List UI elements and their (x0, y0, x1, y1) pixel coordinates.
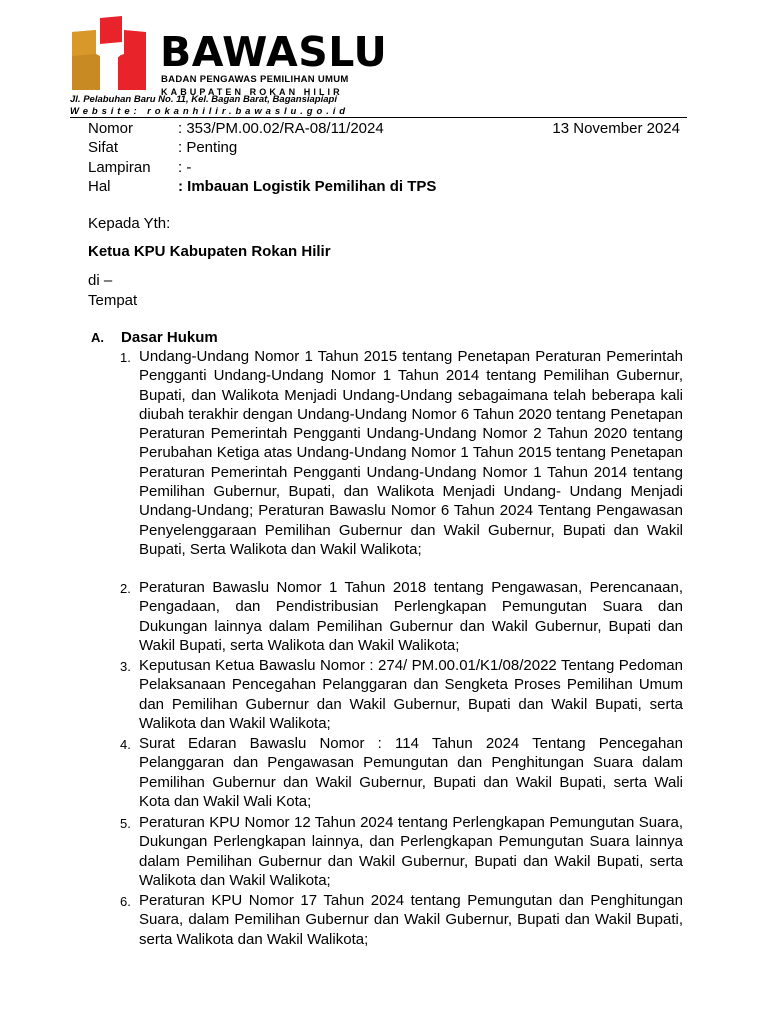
list-item-text: Undang-Undang Nomor 1 Tahun 2015 tentang Penetapan Peraturan Pemerintah Pengganti Undang-Undang Nomor 1 Tahun 2014 tentang Pemilihan Gubernur, Bupati, dan Walikota Menjadi Undang-Undang sebagaimana telah beberapa kali diubah terakhir dengan Undang-Undang Nomor 6 Tahun 2020 tentang Penetapan Peraturan Pemerintah Pengganti Undang-Undang Nomor 2 Tahun 2020 tentang Perubahan Ketiga atas Undang-Undang Nomor 1 Tahun 2015 tentang Penetapan Peraturan Pemerintah Pengganti Undang-Undang Nomor 1 Tahun 2014 tentang Pemilihan Gubernur, Bupati, dan Walikota Menjadi Undang- Undang Menjadi Undang-Undang; Peraturan Bawaslu Nomor 6 Tahun 2024 Tentang Pengawasan Penyelenggaraan Pemilihan Gubernur dan Wakil Gubernur, Bupati dan Wakil Bupati, Serta Walikota dan Wakil Walikota; (139, 348, 683, 558)
meta-value-subject: : Imbauan Logistik Pemilihan di TPS (178, 177, 437, 195)
org-name: BADAN PENGAWAS PEMILIHAN UMUM (161, 74, 349, 85)
list-item (120, 734, 683, 811)
list-item-number: 5. (120, 816, 131, 831)
list-item-number: 2. (120, 581, 131, 596)
list-item (120, 813, 683, 890)
list-item (120, 578, 683, 655)
meta-value: : 353/PM.00.02/RA-08/11/2024 (178, 120, 384, 137)
bawaslu-logo-icon (70, 14, 150, 92)
org-address: Jl. Pelabuhan Baru No. 11, Kel. Bagan Barat, Bagansiapiapi (70, 94, 337, 105)
list-item-text: Peraturan KPU Nomor 12 Tahun 2024 tentang Perlengkapan Pemungutan Suara, Dukungan Perlengkapan lainnya, dan Perlengkapan Pemungutan Suara lainnya dalam Pemilihan Gubernur dan Wakil Gubernur, Bupati dan Wakil Bupati, serta Walikota dan Wakil Walikota; (139, 814, 683, 889)
letter-date: 13 November 2024 (552, 120, 680, 137)
list-item (120, 656, 683, 733)
meta-key: Hal (88, 177, 111, 195)
greeting: Kepada Yth: (88, 215, 171, 232)
meta-value: : - (178, 158, 192, 176)
recipient-di: di – (88, 272, 113, 289)
section-title: Dasar Hukum (121, 329, 218, 346)
list-item-text: Peraturan KPU Nomor 17 Tahun 2024 tentang Pemungutan dan Penghitungan Suara, dalam Pemilihan Gubernur dan Wakil Gubernur, Bupati dan Wakil Bupati, serta Walikota dan Wakil Walikota; (139, 892, 683, 948)
meta-value: : Penting (178, 139, 238, 157)
list-item-text: Surat Edaran Bawaslu Nomor : 114 Tahun 2024 Tentang Pencegahan Pelanggaran dan Pengawasan Pemungutan dan Penghitungan Suara dalam Pemilihan Gubernur dan Wakil Gubernur, Bupati dan Wakil Bupati, serta Wali Kota dan Wakil Wali Kota; (139, 735, 683, 810)
list-item-text: Keputusan Ketua Bawaslu Nomor : 274/ PM.00.01/K1/08/2022 Tentang Pedoman Pelaksanaan Pencegahan Pelanggaran dan Sengketa Proses Pemilihan Umum dan Pemilihan Gubernur dan Wakil Gubernur, Bupati dan Wakil Bupati, serta Walikota dan Wakil Walikota; (139, 657, 683, 732)
list-item-text: Peraturan Bawaslu Nomor 1 Tahun 2018 tentang Pengawasan, Perencanaan, Pengadaan, dan Pendistribusian Perlengkapan Pemungutan Suara dan Dukungan lainnya dalam Pemilihan Gubernur dan Wakil Gubernur, Bupati dan Wakil Bupati, serta Walikota dan Wakil Walikota; (139, 579, 683, 654)
meta-row-lampiran (88, 158, 688, 177)
list-item (120, 347, 683, 559)
meta-key: Nomor (88, 120, 134, 137)
org-website: Website: rokanhilir.bawaslu.go.id (70, 106, 349, 117)
list-item-number: 3. (120, 659, 131, 674)
list-item-number: 6. (120, 894, 131, 909)
meta-key: Lampiran (88, 158, 151, 176)
list-item (120, 891, 683, 949)
letterhead (70, 14, 390, 118)
list-item-number: 4. (120, 737, 131, 752)
section-letter: A. (91, 330, 104, 345)
org-region: KABUPATEN ROKAN HILIR (161, 87, 343, 97)
meta-row-hal (88, 177, 688, 196)
recipient-name: Ketua KPU Kabupaten Rokan Hilir (88, 243, 331, 260)
meta-key: Sifat (88, 139, 119, 157)
recipient-place: Tempat (88, 292, 138, 309)
meta-row-sifat (88, 138, 688, 157)
header-divider (70, 117, 687, 118)
list-item-number: 1. (120, 350, 131, 365)
brand-name: BAWASLU (160, 28, 388, 76)
